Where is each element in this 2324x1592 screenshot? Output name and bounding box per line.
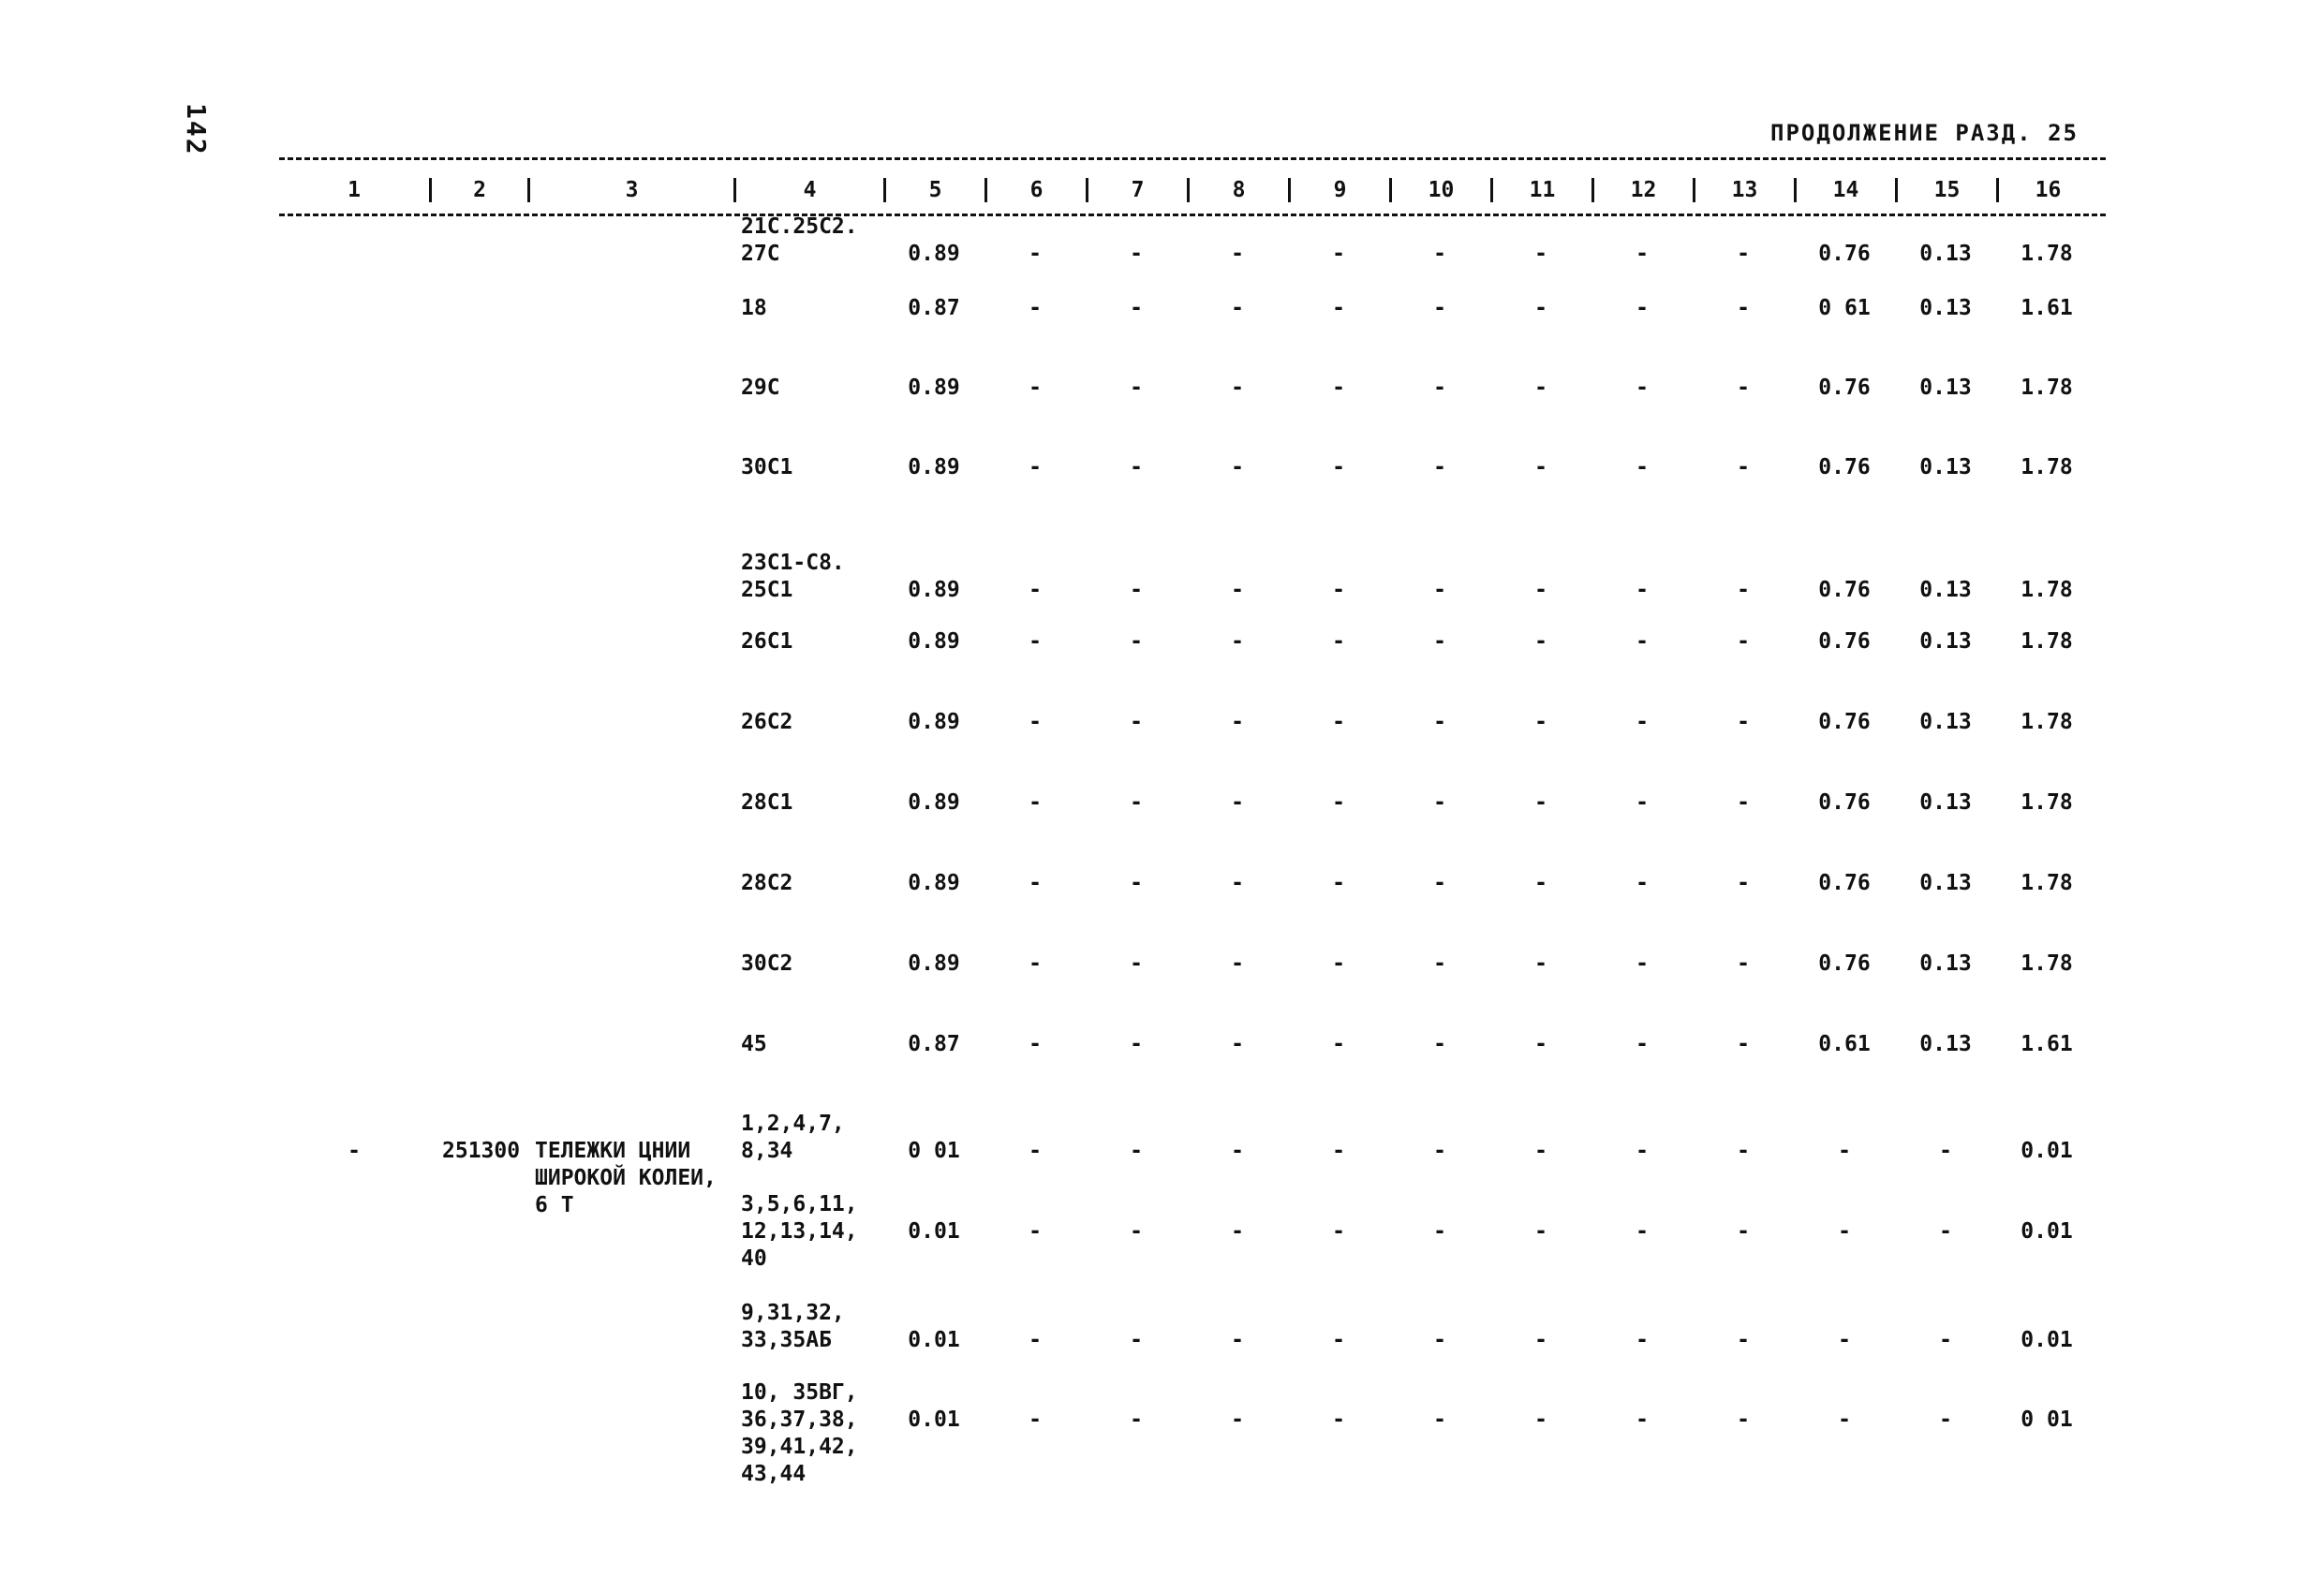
table-cell-col-10: - [1433,376,1446,400]
table-cell-col-11: - [1534,376,1547,400]
table-cell-col-7: - [1130,1408,1143,1432]
table-cell-col-12: - [1636,1328,1649,1352]
table-cell-col-13: - [1737,296,1750,320]
table-cell-col-4: 26С2 [741,710,793,734]
table-cell-col-16: 1.78 [2021,455,2073,479]
table-cell-col-9: - [1332,1328,1345,1352]
table-cell-col-13: - [1737,871,1750,895]
table-cell-col-13: - [1737,455,1750,479]
table-cell-col-8: - [1231,455,1244,479]
table-cell-col-2 [429,1031,527,1058]
table-cell-col-9: - [1332,1219,1345,1244]
table-cell-col-12: - [1636,296,1649,320]
table-cell-col-5: 0.89 [908,710,960,734]
table-cell-col-7: - [1130,376,1143,400]
table-cell-col-16: 1.61 [2021,1032,2073,1056]
table-cell-col-16: 0.01 [2021,1328,2073,1352]
table-cell-col-11: - [1534,242,1547,266]
table-cell-col-12: - [1636,578,1649,602]
table-cell-col-1 [279,628,429,656]
table-cell-col-7: - [1130,296,1143,320]
table-cell-col-15: 0.13 [1919,790,1972,815]
table-cell-col-7: - [1130,951,1143,976]
table-cell-col-2 [429,709,527,736]
table-cell-col-4: 10, 35ВГ, 36,37,38, 39,41,42, 43,44 [741,1380,858,1486]
table-cell-col-15: - [1939,1219,1952,1244]
table-cell-col-7: - [1130,578,1143,602]
table-cell-col-8: - [1231,242,1244,266]
table-cell-col-1 [279,709,429,736]
table-cell-col-6: - [1029,1032,1042,1056]
table-cell-col-16: 1.78 [2021,871,2073,895]
table-cell-col-16: 0.01 [2021,1219,2073,1244]
table-cell-col-6: - [1029,629,1042,654]
table-cell-col-10: - [1433,1219,1446,1244]
table-cell-col-14: 0.76 [1818,376,1871,400]
table-cell-col-16: 0.01 [2021,1139,2073,1163]
column-header: 11 [1490,178,1591,202]
table-cell-col-16: 1.78 [2021,578,2073,602]
column-header: 7 [1086,178,1187,202]
table-cell-col-15: - [1939,1408,1952,1432]
table-row [279,1379,2106,1488]
table-cell-col-15: 0.13 [1919,951,1972,976]
table-cell-col-5: 0.89 [908,951,960,976]
table-cell-col-2 [429,454,527,481]
table-cell-col-13: - [1737,1328,1750,1352]
table-cell-col-2 [429,628,527,656]
table-cell-col-4: 21С.25С2. 27С [741,214,858,266]
table-cell-col-9: - [1332,455,1345,479]
table-cell-col-8: - [1231,790,1244,815]
table-cell-col-8: - [1231,1328,1244,1352]
table-cell-col-8: - [1231,951,1244,976]
table-cell-col-13: - [1737,1219,1750,1244]
table-cell-col-1 [279,454,429,481]
table-cell-col-1 [279,295,429,322]
table-cell-col-4: 30С2 [741,951,793,976]
table-cell-col-4: 23С1-С8. 25С1 [741,551,845,602]
table-cell-col-11: - [1534,951,1547,976]
column-header: 14 [1794,178,1895,202]
table-cell-col-5: 0.89 [908,871,960,895]
table-cell-col-6: - [1029,242,1042,266]
table-cell-col-11: - [1534,1328,1547,1352]
table-cell-col-2 [429,1191,527,1273]
table-cell-col-6: - [1029,710,1042,734]
table-cell-col-9: - [1332,790,1345,815]
table-cell-col-11: - [1534,1219,1547,1244]
table-cell-col-10: - [1433,1139,1446,1163]
table-cell-col-11: - [1534,578,1547,602]
table-cell-col-6: - [1029,1139,1042,1163]
table-cell-col-4: 30С1 [741,455,793,479]
table-cell-col-13: - [1737,1139,1750,1163]
table-cell-col-5: 0.89 [908,376,960,400]
table-cell-col-9: - [1332,951,1345,976]
table-cell-col-16: 1.61 [2021,296,2073,320]
table-cell-col-9: - [1332,1408,1345,1432]
table-row [279,214,2106,268]
table-cell-col-1 [279,951,429,978]
table-cell-col-1 [279,375,429,402]
table-cell-col-7: - [1130,1139,1143,1163]
table-cell-col-14: - [1838,1219,1851,1244]
table-cell-col-4: 3,5,6,11, 12,13,14, 40 [741,1192,858,1271]
table-cell-col-5: 0.89 [908,578,960,602]
table-cell-col-13: - [1737,951,1750,976]
table-row [279,295,2106,322]
table-cell-col-4: 1,2,4,7, 8,34 [741,1112,845,1163]
column-header: 15 [1895,178,1996,202]
continuation-heading: ПРОДОЛЖЕНИЕ РАЗД. 25 [1770,120,2079,146]
table-cell-col-14: 0.76 [1818,455,1871,479]
table-cell-col-7: - [1130,1032,1143,1056]
table-cell-col-9: - [1332,242,1345,266]
column-header: 4 [733,178,883,202]
table-row [279,550,2106,604]
table-cell-col-15: 0.13 [1919,578,1972,602]
table-cell-col-1 [279,870,429,897]
table-cell-col-10: - [1433,578,1446,602]
table-cell-col-14: - [1838,1408,1851,1432]
table-cell-col-5: 0.89 [908,455,960,479]
column-header: 3 [527,178,733,202]
table-cell-col-10: - [1433,951,1446,976]
table-cell-col-11: - [1534,455,1547,479]
table-row [279,628,2106,656]
table-cell-col-3 [527,454,733,481]
table-cell-col-12: - [1636,871,1649,895]
table-cell-col-4: 26С1 [741,629,793,654]
table-cell-col-4: 28С2 [741,871,793,895]
page-number: 142 [181,103,212,156]
table-cell-col-10: - [1433,242,1446,266]
table-cell-col-5: 0 01 [908,1139,960,1163]
table-cell-col-3 [527,550,733,604]
table-cell-col-5: 0.89 [908,242,960,266]
table-cell-col-4: 18 [741,296,767,320]
table-cell-col-11: - [1534,871,1547,895]
column-header: 1 [348,178,361,202]
table-cell-col-2 [429,375,527,402]
table-cell-col-15: 0.13 [1919,871,1972,895]
table-cell-col-15: 0.13 [1919,296,1972,320]
table-cell-col-4: 45 [741,1032,767,1056]
table-cell-col-14: - [1838,1139,1851,1163]
table-cell-col-14: 0.76 [1818,629,1871,654]
table-cell-col-12: - [1636,951,1649,976]
table-cell-col-12: - [1636,1219,1649,1244]
table-cell-col-14: 0.76 [1818,951,1871,976]
table-cell-col-11: - [1534,710,1547,734]
table-cell-col-3 [527,1379,733,1488]
table-cell-col-14: 0.76 [1818,871,1871,895]
table-row [279,789,2106,817]
table-row [279,1300,2106,1354]
table-cell-col-13: - [1737,578,1750,602]
table-cell-col-2 [429,1379,527,1488]
table-cell-col-13: - [1737,242,1750,266]
table-cell-col-8: - [1231,376,1244,400]
table-cell-col-8: - [1231,1139,1244,1163]
table-cell-col-2: 251300 [442,1139,521,1163]
table-cell-col-14: 0.61 [1818,1032,1871,1056]
table-cell-col-8: - [1231,296,1244,320]
table-cell-col-8: - [1231,1219,1244,1244]
table-cell-col-7: - [1130,455,1143,479]
table-cell-col-3 [527,295,733,322]
table-cell-col-12: - [1636,790,1649,815]
table-cell-col-10: - [1433,1032,1446,1056]
table-cell-col-14: 0.76 [1818,578,1871,602]
table-cell-col-2 [429,550,527,604]
table-cell-col-11: - [1534,1032,1547,1056]
table-cell-col-6: - [1029,951,1042,976]
column-header-row [279,169,2106,212]
table-cell-col-6: - [1029,1408,1042,1432]
table-cell-col-11: - [1534,790,1547,815]
table-cell-col-10: - [1433,629,1446,654]
table-cell-col-4: 28С1 [741,790,793,815]
table-cell-col-2 [429,214,527,268]
table-cell-col-3 [527,1300,733,1354]
table-cell-col-5: 0.01 [908,1219,960,1244]
table-cell-col-3 [527,628,733,656]
table-cell-col-6: - [1029,296,1042,320]
table-cell-col-1 [279,1191,429,1273]
table-cell-col-16: 1.78 [2021,376,2073,400]
table-cell-col-11: - [1534,629,1547,654]
table-cell-col-9: - [1332,376,1345,400]
table-cell-col-15: 0.13 [1919,242,1972,266]
column-header: 8 [1187,178,1288,202]
table-cell-col-11: - [1534,296,1547,320]
table-cell-col-6: - [1029,578,1042,602]
table-cell-col-10: - [1433,710,1446,734]
header-top-rule [279,157,2106,160]
table-cell-col-2 [429,295,527,322]
table-cell-col-6: - [1029,455,1042,479]
table-cell-col-1 [279,1300,429,1354]
table-cell-col-3 [527,1031,733,1058]
table-row [279,951,2106,978]
column-header: 5 [883,178,984,202]
table-row [279,1031,2106,1058]
table-cell-col-13: - [1737,710,1750,734]
table-cell-col-12: - [1636,242,1649,266]
table-cell-col-3 [527,709,733,736]
table-cell-col-5: 0.89 [908,629,960,654]
table-cell-col-8: - [1231,710,1244,734]
table-cell-col-10: - [1433,296,1446,320]
table-cell-col-2 [429,789,527,817]
table-cell-col-14: 0.76 [1818,242,1871,266]
table-cell-col-9: - [1332,1032,1345,1056]
table-cell-col-12: - [1636,710,1649,734]
column-header: 2 [429,178,527,202]
table-cell-col-16: 1.78 [2021,242,2073,266]
table-cell-col-15: 0.13 [1919,1032,1972,1056]
table-cell-col-3: ТЕЛЕЖКИ ЦНИИ ШИРОКОЙ КОЛЕИ, 6 Т [535,1139,717,1217]
table-cell-col-6: - [1029,1328,1042,1352]
table-cell-col-7: - [1130,242,1143,266]
table-cell-col-1 [279,789,429,817]
table-cell-col-14: 0.76 [1818,790,1871,815]
table-cell-col-15: 0.13 [1919,710,1972,734]
table-cell-col-3 [527,214,733,268]
table-cell-col-9: - [1332,578,1345,602]
table-cell-col-1 [279,1379,429,1488]
table-cell-col-1 [279,1031,429,1058]
table-cell-col-12: - [1636,376,1649,400]
table-cell-col-13: - [1737,1408,1750,1432]
column-header: 6 [984,178,1086,202]
table-cell-col-15: 0.13 [1919,376,1972,400]
table-cell-col-3 [527,375,733,402]
table-cell-col-4: 9,31,32, 33,35АБ [741,1301,845,1352]
table-cell-col-9: - [1332,871,1345,895]
table-cell-col-13: - [1737,376,1750,400]
table-cell-col-14: - [1838,1328,1851,1352]
table-cell-col-15: 0.13 [1919,455,1972,479]
table-row [279,454,2106,481]
table-cell-col-8: - [1231,871,1244,895]
table-cell-col-6: - [1029,376,1042,400]
table-cell-col-8: - [1231,629,1244,654]
table-cell-col-3 [527,1191,733,1273]
table-cell-col-5: 0.87 [908,296,960,320]
table-row [279,709,2106,736]
table-cell-col-9: - [1332,710,1345,734]
table-cell-col-3 [527,870,733,897]
table-cell-col-8: - [1231,1032,1244,1056]
table-cell-col-16: 1.78 [2021,629,2073,654]
table-cell-col-2 [429,1300,527,1354]
table-cell-col-11: - [1534,1408,1547,1432]
table-cell-col-13: - [1737,629,1750,654]
table-cell-col-7: - [1130,710,1143,734]
table-cell-col-15: - [1939,1139,1952,1163]
column-header: 9 [1288,178,1389,202]
table-cell-col-1 [279,214,429,268]
column-header: 16 [1996,178,2097,202]
table-cell-col-2 [429,951,527,978]
table-cell-col-12: - [1636,1408,1649,1432]
table-cell-col-7: - [1130,1219,1143,1244]
column-header: 10 [1389,178,1490,202]
table-cell-col-3 [527,789,733,817]
table-cell-col-5: 0.89 [908,790,960,815]
table-cell-col-4: 29С [741,376,780,400]
table-cell-col-6: - [1029,1219,1042,1244]
table-row [279,1191,2106,1273]
table-cell-col-7: - [1130,790,1143,815]
table-cell-col-6: - [1029,871,1042,895]
table-cell-col-5: 0.87 [908,1032,960,1056]
table-cell-col-10: - [1433,1408,1446,1432]
table-cell-col-7: - [1130,629,1143,654]
table-cell-col-10: - [1433,790,1446,815]
table-cell-col-9: - [1332,296,1345,320]
table-cell-col-12: - [1636,1139,1649,1163]
table-cell-col-13: - [1737,790,1750,815]
table-cell-col-14: 0.76 [1818,710,1871,734]
table-cell-col-9: - [1332,1139,1345,1163]
table-cell-col-10: - [1433,1328,1446,1352]
table-cell-col-12: - [1636,629,1649,654]
table-cell-col-15: 0.13 [1919,629,1972,654]
table-row [279,870,2106,897]
table-cell-col-15: - [1939,1328,1952,1352]
table-cell-col-7: - [1130,871,1143,895]
table-cell-col-16: 1.78 [2021,710,2073,734]
table-cell-col-11: - [1534,1139,1547,1163]
table-cell-col-9: - [1332,629,1345,654]
table-cell-col-12: - [1636,455,1649,479]
table-cell-col-6: - [1029,790,1042,815]
table-row [279,375,2106,402]
table-cell-col-5: 0.01 [908,1408,960,1432]
table-cell-col-1: - [348,1139,361,1163]
table-cell-col-2 [429,870,527,897]
table-cell-col-16: 1.78 [2021,790,2073,815]
column-header: 12 [1591,178,1693,202]
table-cell-col-14: 0 61 [1818,296,1871,320]
table-cell-col-7: - [1130,1328,1143,1352]
table-cell-col-12: - [1636,1032,1649,1056]
table-cell-col-1 [279,550,429,604]
table-cell-col-13: - [1737,1032,1750,1056]
table-cell-col-8: - [1231,578,1244,602]
table-cell-col-3 [527,951,733,978]
table-cell-col-8: - [1231,1408,1244,1432]
table-cell-col-10: - [1433,871,1446,895]
table-cell-col-16: 1.78 [2021,951,2073,976]
table-cell-col-5: 0.01 [908,1328,960,1352]
table-cell-col-10: - [1433,455,1446,479]
table-cell-col-16: 0 01 [2021,1408,2073,1432]
column-header: 13 [1693,178,1794,202]
